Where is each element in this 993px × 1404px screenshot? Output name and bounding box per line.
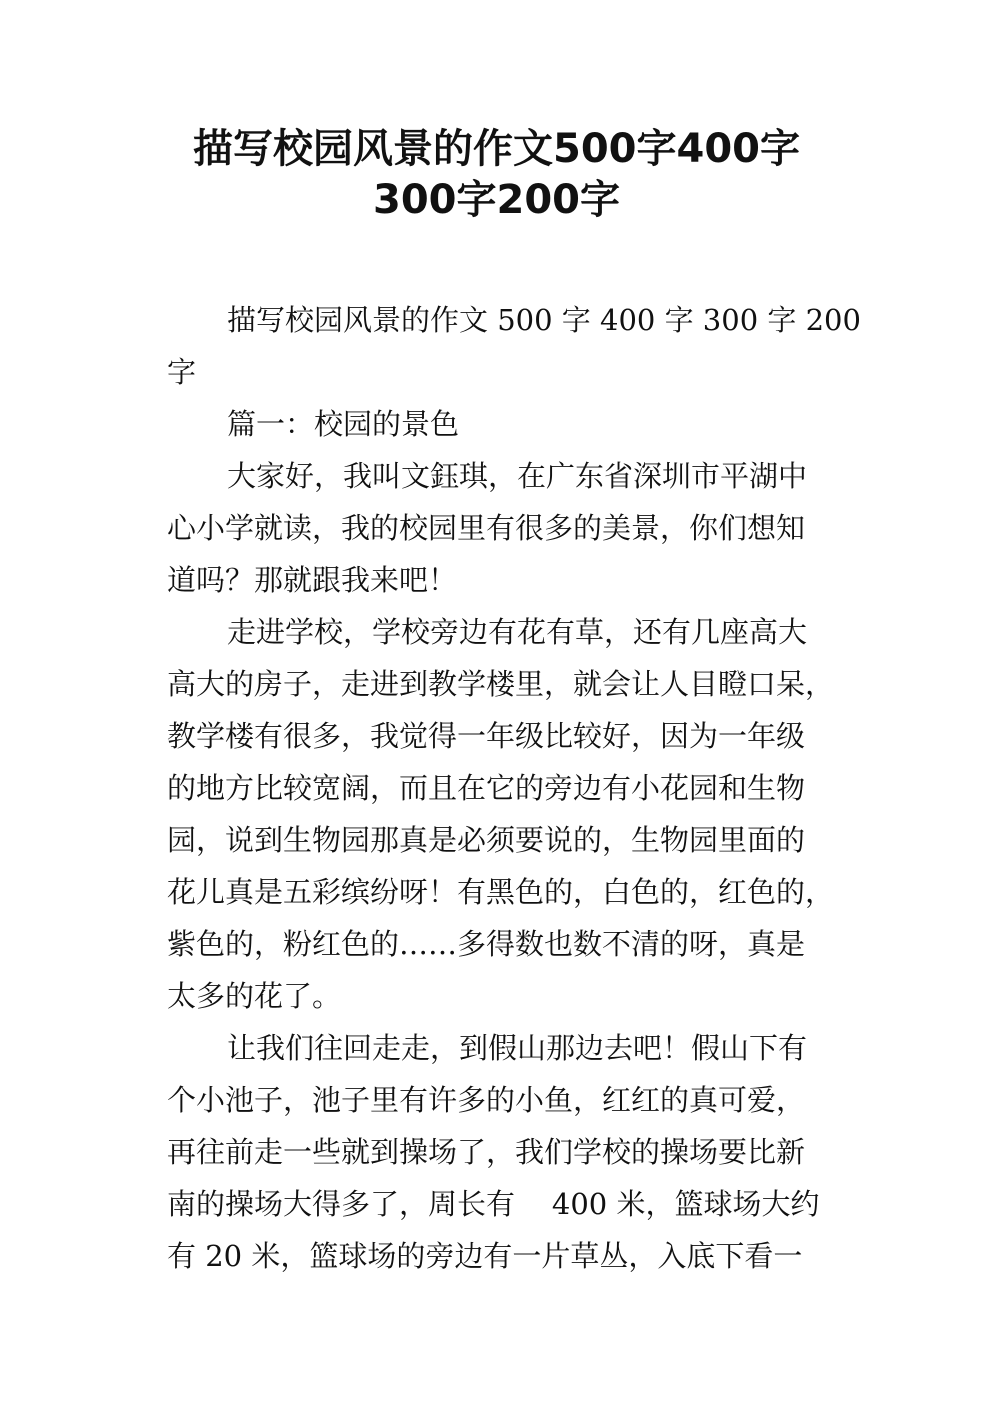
document-title-line-1: 描写校园风景的作文500字400字 — [193, 126, 800, 172]
body-line: 描写校园风景的作文 500 字 400 字 300 字 200 — [227, 303, 861, 337]
body-line: 教学楼有很多，我觉得一年级比较好，因为一年级 — [167, 719, 806, 753]
body-line: 高大的房子，走进到教学楼里，就会让人目瞪口呆， — [167, 667, 835, 701]
body-line: 的地方比较宽阔，而且在它的旁边有小花园和生物 — [167, 771, 806, 805]
body-line: 花儿真是五彩缤纷呀！有黑色的，白色的，红色的， — [167, 875, 835, 909]
body-line: 字 — [167, 355, 197, 389]
body-line: 走进学校，学校旁边有花有草，还有几座高大 — [227, 615, 808, 649]
body-line: 太多的花了。 — [167, 979, 342, 1013]
body-line: 道吗？那就跟我来吧！ — [167, 563, 458, 597]
body-line: 再往前走一些就到操场了，我们学校的操场要比新 — [167, 1135, 806, 1169]
body-line: 紫色的，粉红色的……多得数也数不清的呀，真是 — [167, 927, 806, 961]
body-line: 让我们往回走走，到假山那边去吧！假山下有 — [227, 1031, 808, 1065]
document-title-line-2: 300字200字 — [373, 177, 620, 223]
body-line: 有 20 米，篮球场的旁边有一片草丛，入底下看一 — [167, 1239, 803, 1273]
section-heading: 篇一：校园的景色 — [227, 407, 460, 441]
body-line: 个小池子，池子里有许多的小鱼，红红的真可爱， — [167, 1083, 806, 1117]
body-line: 园，说到生物园那真是必须要说的，生物园里面的 — [167, 823, 806, 857]
body-line: 南的操场大得多了，周长有 400 米，篮球场大约 — [167, 1187, 820, 1221]
body-line: 心小学就读，我的校园里有很多的美景，你们想知 — [167, 511, 806, 545]
body-line: 大家好，我叫文鈺琪，在广东省深圳市平湖中 — [227, 459, 808, 493]
